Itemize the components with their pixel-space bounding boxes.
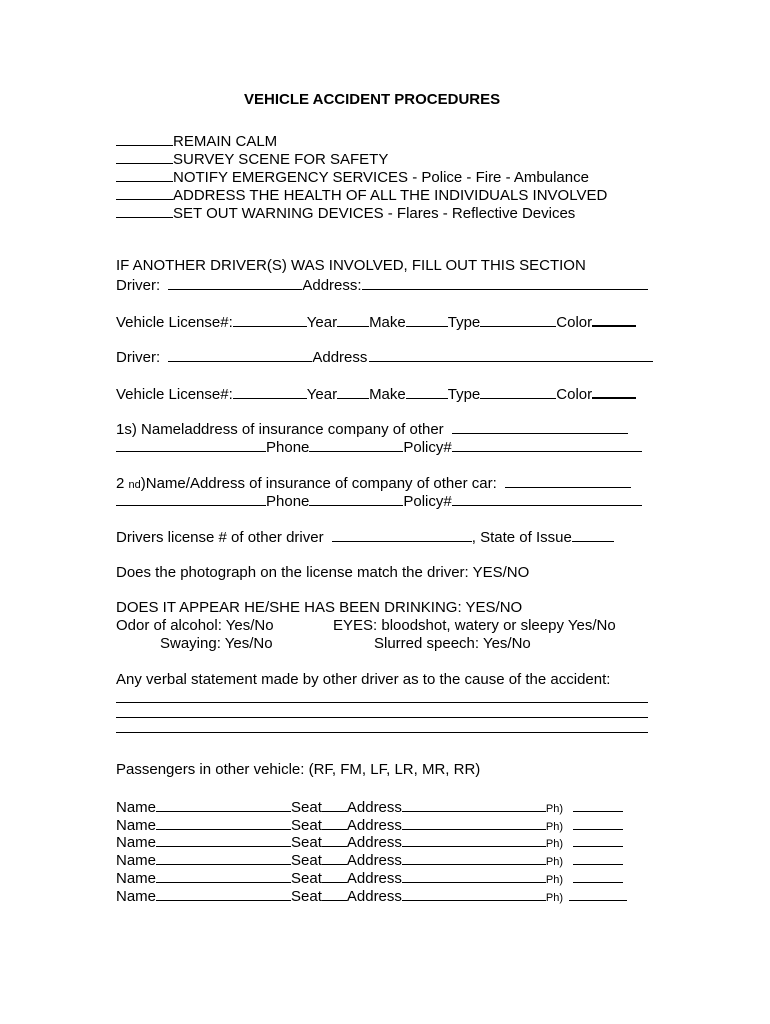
section-heading: IF ANOTHER DRIVER(S) WAS INVOLVED, FILL OUT THIS SECTION bbox=[116, 257, 586, 274]
driver-label: Driver: bbox=[116, 349, 161, 366]
checklist-blank[interactable] bbox=[116, 203, 173, 218]
statement-line[interactable] bbox=[116, 702, 648, 703]
checklist-label: NOTIFY EMERGENCY SERVICES - Police - Fire - Ambulance bbox=[173, 169, 589, 186]
insurance-second-prefix: 2 bbox=[116, 475, 125, 492]
address-field[interactable] bbox=[402, 886, 546, 901]
drinking-heading: DOES IT APPEAR HE/SHE HAS BEEN DRINKING: YES/NO bbox=[116, 599, 523, 616]
phone-label: Ph) bbox=[545, 874, 564, 886]
make-field[interactable] bbox=[406, 384, 448, 399]
make-label: Make bbox=[369, 314, 406, 331]
checklist-label: SURVEY SCENE FOR SAFETY bbox=[173, 151, 389, 168]
insurance-second-contact-row bbox=[116, 491, 642, 511]
insurance-second-label: )Name/Address of insurance of company of other car: bbox=[140, 475, 497, 492]
seat-field[interactable] bbox=[322, 832, 347, 847]
type-label: Type bbox=[447, 314, 481, 331]
driver-field[interactable] bbox=[168, 347, 312, 362]
slurred-line: Slurred speech: Yes/No bbox=[374, 635, 531, 652]
policy-field[interactable] bbox=[452, 437, 642, 452]
address-label: Address bbox=[346, 888, 402, 905]
color-label: Color bbox=[556, 386, 593, 403]
year-field[interactable] bbox=[337, 384, 369, 399]
seat-field[interactable] bbox=[322, 797, 347, 812]
seat-field[interactable] bbox=[322, 868, 347, 883]
checklist-blank[interactable] bbox=[116, 167, 173, 182]
drivers-license-label: Drivers license # of other driver bbox=[116, 529, 324, 546]
address-label: Address: bbox=[302, 277, 362, 294]
passengers-heading: Passengers in other vehicle: (RF, FM, LF, LR, MR, RR) bbox=[116, 761, 481, 778]
state-field[interactable] bbox=[572, 527, 614, 542]
seat-label: Seat bbox=[291, 852, 322, 869]
address-field[interactable] bbox=[402, 797, 546, 812]
address-field[interactable] bbox=[369, 347, 653, 362]
phone-label: Ph) bbox=[545, 821, 564, 833]
odor-line: Odor of alcohol: Yes/No bbox=[116, 617, 274, 634]
phone-field[interactable] bbox=[573, 815, 623, 830]
policy-field[interactable] bbox=[452, 491, 642, 506]
address-field[interactable] bbox=[402, 868, 546, 883]
name-field[interactable] bbox=[156, 868, 291, 883]
address-label: Address bbox=[346, 834, 402, 851]
eyes-line: EYES: bloodshot, watery or sleepy Yes/No bbox=[333, 617, 616, 634]
year-field[interactable] bbox=[337, 312, 369, 327]
checklist-label: ADDRESS THE HEALTH OF ALL THE INDIVIDUALS INVOLVED bbox=[173, 187, 608, 204]
checklist-label: REMAIN CALM bbox=[173, 133, 278, 150]
checklist-item bbox=[116, 185, 607, 205]
drivers-license-field[interactable] bbox=[332, 527, 472, 542]
phone-field[interactable] bbox=[573, 850, 623, 865]
insurance-first-prefix: 1s) bbox=[116, 421, 137, 438]
driver-label: Driver: bbox=[116, 277, 161, 294]
address-label: Address bbox=[346, 799, 402, 816]
seat-field[interactable] bbox=[322, 886, 347, 901]
license-row bbox=[116, 527, 614, 547]
phone-field[interactable] bbox=[573, 797, 623, 812]
insurance-second-sup: nd bbox=[128, 479, 141, 491]
statement-line[interactable] bbox=[116, 732, 648, 733]
photo-question: Does the photograph on the license match the driver: YES/NO bbox=[116, 564, 530, 581]
insurance-first-contact-row bbox=[116, 437, 642, 457]
type-field[interactable] bbox=[480, 312, 556, 327]
vehicle-license-label: Vehicle License#: bbox=[116, 314, 233, 331]
address-field[interactable] bbox=[402, 850, 546, 865]
checklist-item bbox=[116, 203, 575, 223]
color-field[interactable] bbox=[592, 383, 636, 399]
name-label: Name bbox=[116, 817, 157, 834]
vehicle-license-label: Vehicle License#: bbox=[116, 386, 233, 403]
seat-label: Seat bbox=[291, 870, 322, 887]
address-label: Address bbox=[346, 870, 402, 887]
seat-label: Seat bbox=[291, 888, 322, 905]
insurance-first-label: Nameladdress of insurance company of other bbox=[141, 421, 444, 438]
vehicle-license-field[interactable] bbox=[233, 312, 307, 327]
page-title: VEHICLE ACCIDENT PROCEDURES bbox=[244, 91, 501, 108]
name-field[interactable] bbox=[156, 832, 291, 847]
address-label: Address bbox=[346, 817, 402, 834]
make-label: Make bbox=[369, 386, 406, 403]
checklist-item bbox=[116, 167, 589, 187]
color-label: Color bbox=[556, 314, 593, 331]
checklist-label: SET OUT WARNING DEVICES - Flares - Reflective Devices bbox=[173, 205, 576, 222]
phone-field[interactable] bbox=[573, 868, 623, 883]
insurance-name-field[interactable] bbox=[452, 419, 628, 434]
phone-label: Phone bbox=[266, 439, 310, 456]
name-field[interactable] bbox=[156, 815, 291, 830]
phone-label: Phone bbox=[266, 493, 310, 510]
phone-field[interactable] bbox=[309, 437, 403, 452]
name-field[interactable] bbox=[156, 850, 291, 865]
state-label: , State of Issue bbox=[471, 529, 572, 546]
statement-label: Any verbal statement made by other driver as to the cause of the accident: bbox=[116, 671, 611, 688]
insurance-address-field[interactable] bbox=[116, 437, 266, 452]
insurance-first-row bbox=[116, 419, 628, 439]
vehicle-row bbox=[116, 311, 636, 332]
seat-field[interactable] bbox=[322, 850, 347, 865]
type-field[interactable] bbox=[480, 384, 556, 399]
address-field[interactable] bbox=[402, 815, 546, 830]
phone-field[interactable] bbox=[573, 832, 623, 847]
address-label: Address bbox=[312, 349, 368, 366]
name-label: Name bbox=[116, 799, 157, 816]
checklist-item bbox=[116, 131, 277, 151]
checklist-blank[interactable] bbox=[116, 185, 173, 200]
policy-label: Policy# bbox=[403, 493, 452, 510]
name-label: Name bbox=[116, 888, 157, 905]
driver-row bbox=[116, 275, 648, 295]
seat-label: Seat bbox=[291, 834, 322, 851]
year-label: Year bbox=[306, 314, 338, 331]
insurance-address-field[interactable] bbox=[116, 491, 266, 506]
vehicle-row bbox=[116, 383, 636, 404]
checklist-blank[interactable] bbox=[116, 149, 173, 164]
type-label: Type bbox=[447, 386, 481, 403]
swaying-line: Swaying: Yes/No bbox=[160, 635, 273, 652]
driver-field[interactable] bbox=[168, 275, 302, 290]
name-field[interactable] bbox=[156, 797, 291, 812]
statement-line[interactable] bbox=[116, 717, 648, 718]
address-field[interactable] bbox=[402, 832, 546, 847]
name-field[interactable] bbox=[156, 886, 291, 901]
checklist-item bbox=[116, 149, 388, 169]
make-field[interactable] bbox=[406, 312, 448, 327]
phone-label: Ph) bbox=[545, 892, 564, 904]
seat-label: Seat bbox=[291, 817, 322, 834]
name-label: Name bbox=[116, 852, 157, 869]
address-label: Address bbox=[346, 852, 402, 869]
phone-label: Ph) bbox=[545, 838, 564, 850]
insurance-name-field[interactable] bbox=[505, 473, 631, 488]
seat-field[interactable] bbox=[322, 815, 347, 830]
color-field[interactable] bbox=[592, 311, 636, 327]
phone-label: Ph) bbox=[545, 856, 564, 868]
phone-field[interactable] bbox=[569, 886, 627, 901]
checklist-blank[interactable] bbox=[116, 131, 173, 146]
passenger-row bbox=[116, 886, 627, 907]
vehicle-license-field[interactable] bbox=[233, 384, 307, 399]
driver-row bbox=[116, 347, 653, 367]
address-field[interactable] bbox=[362, 275, 648, 290]
seat-label: Seat bbox=[291, 799, 322, 816]
phone-label: Ph) bbox=[545, 803, 564, 815]
year-label: Year bbox=[306, 386, 338, 403]
phone-field[interactable] bbox=[309, 491, 403, 506]
policy-label: Policy# bbox=[403, 439, 452, 456]
name-label: Name bbox=[116, 834, 157, 851]
name-label: Name bbox=[116, 870, 157, 887]
